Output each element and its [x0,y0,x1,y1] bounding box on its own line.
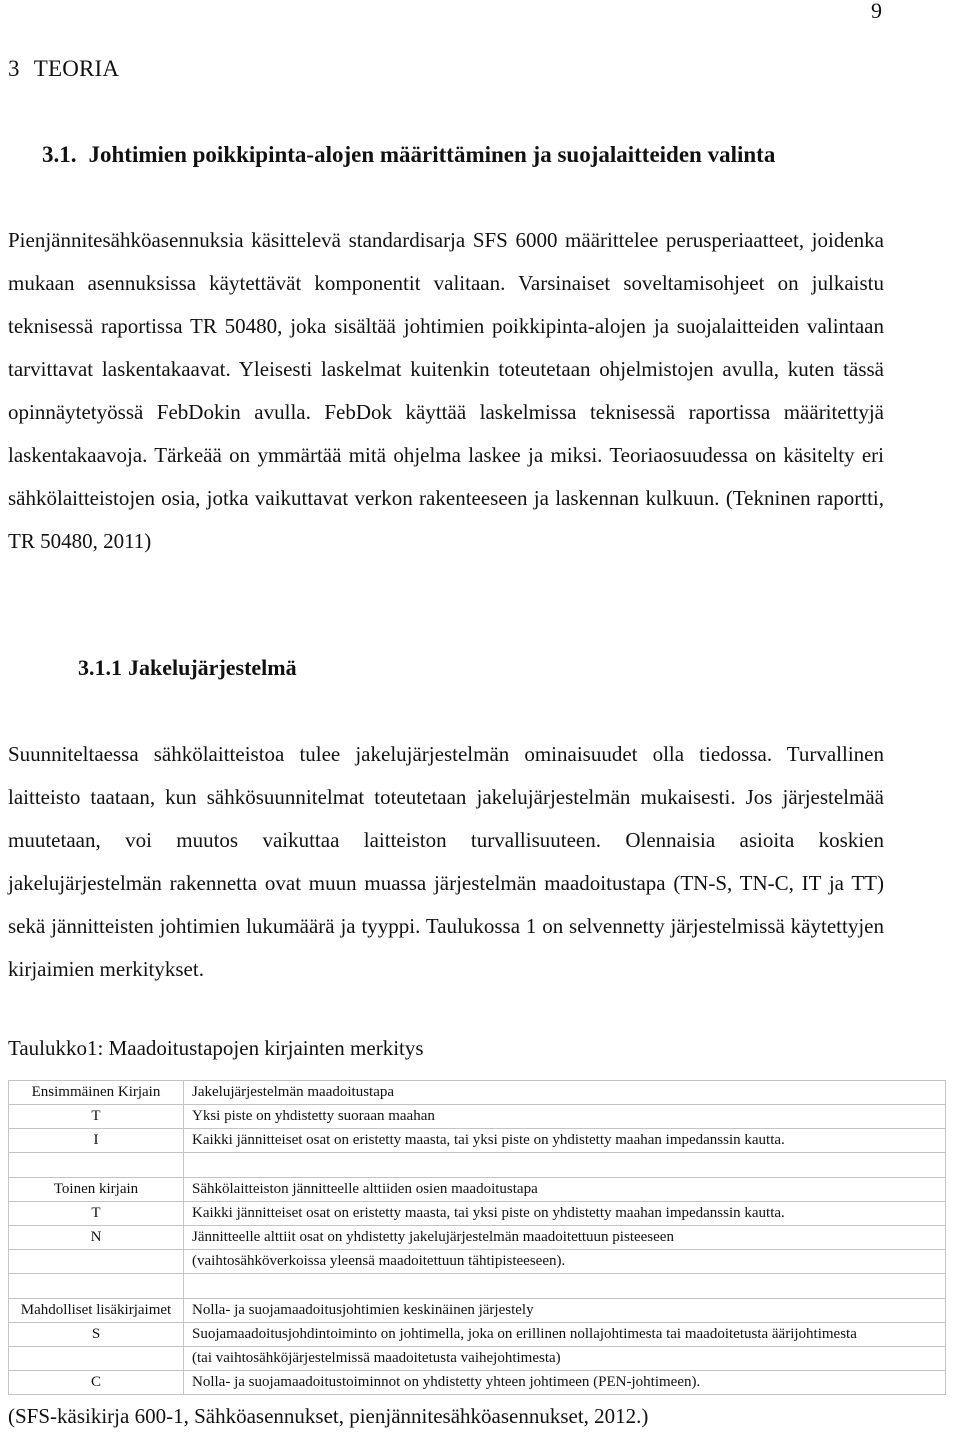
table-cell-description: (tai vaihtosähköjärjestelmissä maadoitetusta vaihejohtimesta) [184,1347,946,1371]
chapter-number: 3 [8,56,20,81]
table-row [9,1081,946,1105]
table-row [9,1347,946,1371]
table-row [9,1371,946,1395]
table-cell-code [9,1250,184,1274]
chapter-heading [8,56,119,82]
table-row [9,1153,946,1178]
subsection-title: Jakelujärjestelmä [128,655,297,680]
source-reference: (SFS-käsikirja 600-1, Sähköasennukset, pienjännitesähköasennukset, 2012.) [8,1404,649,1428]
table-cell-description: Kaikki jännitteiset osat on eristetty maasta, tai yksi piste on yhdistetty maahan impedanssin kautta. [184,1129,946,1153]
table-cell-code [9,1347,184,1371]
table-row [9,1226,946,1250]
table-cell-description [184,1153,946,1178]
table-cell-code: T [9,1202,184,1226]
table-row [9,1299,946,1323]
table-row [9,1323,946,1347]
table-cell-code: Mahdolliset lisäkirjaimet [9,1299,184,1323]
subsection-number: 3.1.1 [78,655,122,680]
table-cell-code: T [9,1105,184,1129]
earthing-letters-table [8,1080,946,1395]
table-caption: Taulukko1: Maadoitustapojen kirjainten merkitys [8,1036,424,1060]
table-cell-description: Nolla- ja suojamaadoitustoiminnot on yhdistetty yhteen johtimeen (PEN-johtimeen). [184,1371,946,1395]
table-cell-code: S [9,1323,184,1347]
table-row [9,1178,946,1202]
section-title: Johtimien poikkipinta-alojen määrittäminen ja suojalaitteiden valinta [88,142,776,167]
section-number: 3.1. [42,142,77,167]
table-cell-code: Ensimmäinen Kirjain [9,1081,184,1105]
table-cell-description: Yksi piste on yhdistetty suoraan maahan [184,1105,946,1129]
table-cell-code [9,1153,184,1178]
page-number: 9 [871,0,882,23]
table-cell-description [184,1274,946,1299]
table-row [9,1202,946,1226]
chapter-title: TEORIA [33,56,120,81]
section-heading [42,142,775,168]
table-row [9,1129,946,1153]
table-row [9,1250,946,1274]
intro-paragraph: Pienjännitesähköasennuksia käsittelevä standardisarja SFS 6000 määrittelee perusperiaatteet, joidenka mukaan asennuksissa käytettävät komponentit valitaan. Varsinaiset soveltamisohjeet on julkaistu teknisessä raportissa TR 50480, joka sisältää johtimien poikkipinta-alojen ja suojalaitteiden valintaan tarvittavat laskentakaavat. Yleisesti laskelmat kuitenkin toteutetaan ohjelmistojen avulla, kuten tässä opinnäytetyössä FebDokin avulla. FebDok käyttää laskelmissa teknisessä raportissa määritettyjä laskentakaavoja. Tärkeää on ymmärtää mitä ohjelma laskee ja miksi. Teoriaosuudessa on käsitelty eri sähkölaitteistojen osia, jotka vaikuttavat verkon rakenteeseen ja laskennan kulkuun. (Tekninen raportti, TR 50480, 2011) [8,228,884,553]
table-row [9,1105,946,1129]
table-cell-code: I [9,1129,184,1153]
table-cell-description: Nolla- ja suojamaadoitusjohtimien keskinäinen järjestely [184,1299,946,1323]
table-cell-code [9,1274,184,1299]
table-row [9,1274,946,1299]
table-cell-description: Jakelujärjestelmän maadoitustapa [184,1081,946,1105]
table-cell-description: Jännitteelle alttiit osat on yhdistetty jakelujärjestelmän maadoitettuun pisteeseen [184,1226,946,1250]
table-cell-description: Sähkölaitteiston jännitteelle alttiiden osien maadoitustapa [184,1178,946,1202]
distribution-paragraph: Suunniteltaessa sähkölaitteistoa tulee jakelujärjestelmän ominaisuudet olla tiedossa. Turvallinen laitteisto taataan, kun sähkösuunnitelmat toteutetaan jakelujärjestelmän mukaisesti. Jos järjestelmää muutetaan, voi muutos vaikuttaa laitteiston turvallisuuteen. Olennaisia asioita koskien jakelujärjestelmän rakennetta ovat muun muassa järjestelmän maadoitustapa (TN-S, TN-C, IT ja TT) sekä jännitteisten johtimien lukumäärä ja tyyppi. Taulukossa 1 on selvennetty järjestelmissä käytettyjen kirjaimien merkitykset. [8,742,884,981]
subsection-heading [78,655,297,681]
table-cell-code: N [9,1226,184,1250]
table-cell-description: Suojamaadoitusjohdintoiminto on johtimella, joka on erillinen nollajohtimesta tai maadoitetusta äärijohtimesta [184,1323,946,1347]
table-cell-code: Toinen kirjain [9,1178,184,1202]
table-cell-code: C [9,1371,184,1395]
table-cell-description: (vaihtosähköverkoissa yleensä maadoitettuun tähtipisteeseen). [184,1250,946,1274]
table-cell-description: Kaikki jännitteiset osat on eristetty maasta, tai yksi piste on yhdistetty maahan impedanssin kautta. [184,1202,946,1226]
